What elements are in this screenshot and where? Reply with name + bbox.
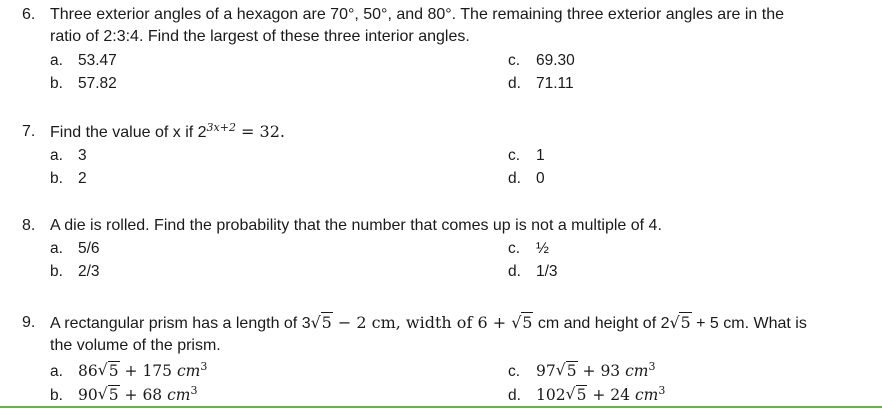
question-stem [50,121,840,144]
unit: cm [625,362,649,380]
option-text: 2/3 [78,263,100,280]
sqrt-symbol [669,313,691,332]
option-c[interactable] [508,240,549,258]
stem-text: Find the value of x if 2 [50,124,207,141]
stem-line-2: the volume of the prism. [50,337,221,354]
radicand: 5 [108,386,119,404]
stem-text: + 5 cm. What is [691,315,807,332]
stem-line-2: ratio of 2:3:4. Find the largest of these three interior angles. [50,28,470,45]
unit-exponent: 3 [200,360,208,373]
option-text: 0 [536,170,545,187]
option-coef: 86 [78,362,98,380]
unit-exponent: 3 [658,384,666,397]
option-text: 53.47 [78,52,117,69]
exponent: 3x+2 [206,121,236,134]
option-letter: b. [50,170,63,187]
option-letter: d. [508,263,521,280]
unit: cm [634,386,659,404]
option-text: ½ [536,240,549,257]
stem-line-1: Three exterior angles of a hexagon are 70°, 50°, and 80°. The remaining three exterior angles are in the [50,6,785,23]
option-letter: c. [508,363,521,380]
question-number: 9. [22,314,36,331]
option-coef: 90 [78,386,98,404]
option-letter: a. [50,52,63,69]
option-rest: + 24 [587,386,635,404]
unit: cm [167,386,191,404]
option-letter: a. [50,363,63,380]
unit-exponent: 3 [190,384,198,397]
option-text: 57.82 [78,75,117,92]
sqrt-symbol [311,313,333,332]
radicand: 5 [576,386,587,404]
sqrt-symbol [98,386,120,404]
option-letter: c. [508,147,521,164]
radicand: 5 [522,313,533,332]
stem-text: cm and height of 2 [533,315,670,332]
option-rest: + 93 [577,362,626,380]
option-coef: 102 [536,386,566,404]
option-d[interactable] [508,386,665,405]
option-c[interactable] [508,52,575,70]
option-letter: d. [508,387,521,404]
option-letter: c. [508,240,521,257]
stem-text-end: = 32. [235,122,285,141]
option-b[interactable] [50,75,117,93]
option-text: 2 [78,170,87,187]
question-stem [50,312,840,357]
sqrt-symbol [511,313,533,332]
question-number: 8. [22,217,36,234]
radicand: 5 [680,313,691,332]
unit-exponent: 3 [648,360,656,373]
option-a[interactable] [50,362,207,381]
option-c[interactable] [508,362,656,381]
radicand: 5 [108,362,119,380]
option-c[interactable] [508,147,545,165]
option-text: 69.30 [536,52,575,69]
option-text: 3 [78,147,87,164]
question-number: 6. [22,6,36,23]
sqrt-symbol [566,386,588,404]
stem-text: − 2 cm, width of 6 + [332,313,512,332]
question-number: 7. [22,123,36,140]
option-text: 5/6 [78,240,100,257]
option-rest: + 68 [119,386,168,404]
option-letter: b. [50,263,63,280]
bottom-divider [0,406,882,408]
option-b[interactable] [50,263,100,281]
option-letter: b. [50,75,63,92]
option-text: 71.11 [536,75,574,92]
option-text: 1 [536,147,545,164]
sqrt-symbol [98,362,120,380]
option-letter: d. [508,75,521,92]
option-d[interactable] [508,263,558,281]
option-a[interactable] [50,52,117,70]
sqrt-symbol [556,362,578,380]
option-letter: c. [508,52,521,69]
option-coef: 97 [536,362,556,380]
radicand: 5 [566,362,577,380]
option-b[interactable] [50,386,198,405]
option-letter: b. [50,387,63,404]
option-a[interactable] [50,240,100,258]
question-stem [50,4,840,48]
option-text: 1/3 [536,263,558,280]
option-letter: a. [50,240,63,257]
option-a[interactable] [50,147,87,165]
option-letter: a. [50,147,63,164]
radicand: 5 [321,313,332,332]
stem-line-1 [50,312,840,335]
option-d[interactable] [508,75,574,93]
option-d[interactable] [508,170,545,188]
unit: cm [176,362,201,380]
question-stem: A die is rolled. Find the probability that the number that comes up is not a multiple of 4. [50,217,662,234]
option-b[interactable] [50,170,87,188]
option-letter: d. [508,170,521,187]
stem-text: A rectangular prism has a length of 3 [50,315,311,332]
option-rest: + 175 [119,362,177,380]
